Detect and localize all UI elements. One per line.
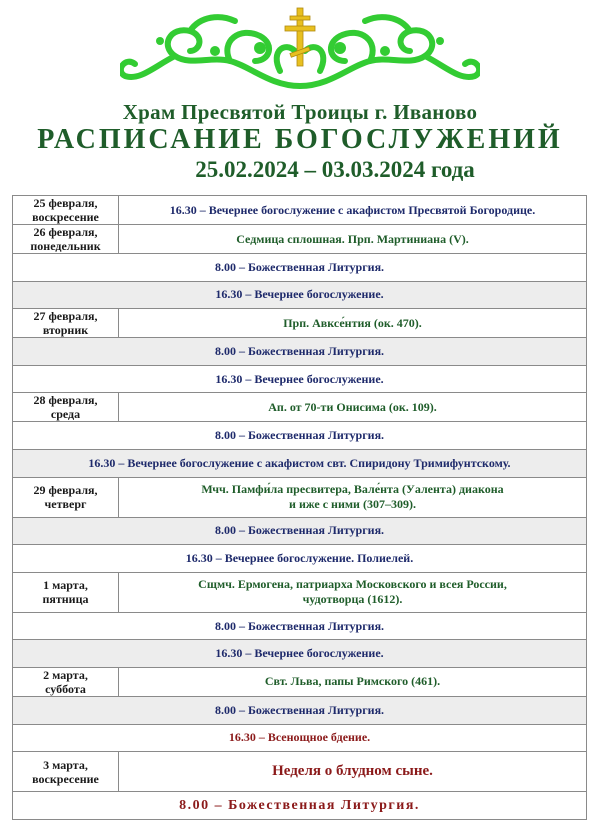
event-cell: Седмица сплошная. Прп. Мартиниана (V). — [119, 225, 587, 254]
table-row — [13, 254, 587, 282]
event-cell: 8.00 – Божественная Литургия. — [13, 792, 587, 820]
table-row — [13, 572, 587, 612]
event-cell: 16.30 – Вечернее богослужение с акафистом Пресвятой Богородице. — [119, 196, 587, 225]
page-title: РАСПИСАНИЕ БОГОСЛУЖЕНИЙ — [37, 124, 563, 155]
event-cell: Ап. от 70-ти Онисима (ок. 109). — [119, 393, 587, 422]
event-cell: 16.30 – Вечернее богослужение. — [13, 281, 587, 309]
date-cell: 25 февраля, воскресение — [13, 196, 119, 225]
table-row — [13, 449, 587, 477]
table-row — [13, 667, 587, 696]
date-cell: 3 марта, воскресение — [13, 752, 119, 792]
event-cell: Неделя о блудном сыне. — [119, 752, 587, 792]
table-row — [13, 422, 587, 450]
table-row — [13, 365, 587, 393]
table-row — [13, 752, 587, 792]
floral-ornament-icon — [120, 6, 480, 96]
date-cell: 1 марта, пятница — [13, 572, 119, 612]
table-row — [13, 196, 587, 225]
event-cell: Свт. Льва, папы Римского (461). — [119, 667, 587, 696]
table-row — [13, 393, 587, 422]
date-cell: 27 февраля, вторник — [13, 309, 119, 338]
event-cell: 8.00 – Божественная Литургия. — [13, 422, 587, 450]
table-row — [13, 545, 587, 573]
schedule-table — [12, 195, 587, 820]
cross-icon — [285, 8, 315, 66]
event-cell: 8.00 – Божественная Литургия. — [13, 696, 587, 724]
table-row — [13, 640, 587, 668]
event-cell: 16.30 – Вечернее богослужение с акафистом свт. Спиридону Тримифунтскому. — [13, 449, 587, 477]
event-cell: 8.00 – Божественная Литургия. — [13, 338, 587, 366]
date-cell: 29 февраля, четверг — [13, 477, 119, 517]
table-row — [13, 309, 587, 338]
event-cell: 16.30 – Вечернее богослужение. — [13, 365, 587, 393]
table-row — [13, 281, 587, 309]
table-row — [13, 338, 587, 366]
date-cell: 26 февраля, понедельник — [13, 225, 119, 254]
table-row — [13, 477, 587, 517]
table-row — [13, 612, 587, 640]
table-row — [13, 696, 587, 724]
date-cell: 2 марта, суббота — [13, 667, 119, 696]
event-cell: 16.30 – Всенощное бдение. — [13, 724, 587, 752]
table-row — [13, 517, 587, 545]
event-cell: 16.30 – Вечернее богослужение. — [13, 640, 587, 668]
table-row — [13, 724, 587, 752]
event-cell: Мчч. Памфи́ла пресвитера, Вале́нта (Уалента) диакона и иже с ними (307–309). — [119, 477, 587, 517]
event-cell: 8.00 – Божественная Литургия. — [13, 517, 587, 545]
event-cell: Прп. Авксе́нтия (ок. 470). — [119, 309, 587, 338]
event-cell: 8.00 – Божественная Литургия. — [13, 254, 587, 282]
church-name: Храм Пресвятой Троицы г. Иваново — [122, 100, 478, 124]
date-cell: 28 февраля, среда — [13, 393, 119, 422]
table-row — [13, 225, 587, 254]
event-cell: Сщмч. Ермогена, патриарха Московского и всея России, чудотворца (1612). — [119, 572, 587, 612]
table-row — [13, 792, 587, 820]
event-cell: 8.00 – Божественная Литургия. — [13, 612, 587, 640]
date-range: 25.02.2024 – 03.03.2024 года — [195, 157, 475, 182]
event-cell: 16.30 – Вечернее богослужение. Полиелей. — [13, 545, 587, 573]
